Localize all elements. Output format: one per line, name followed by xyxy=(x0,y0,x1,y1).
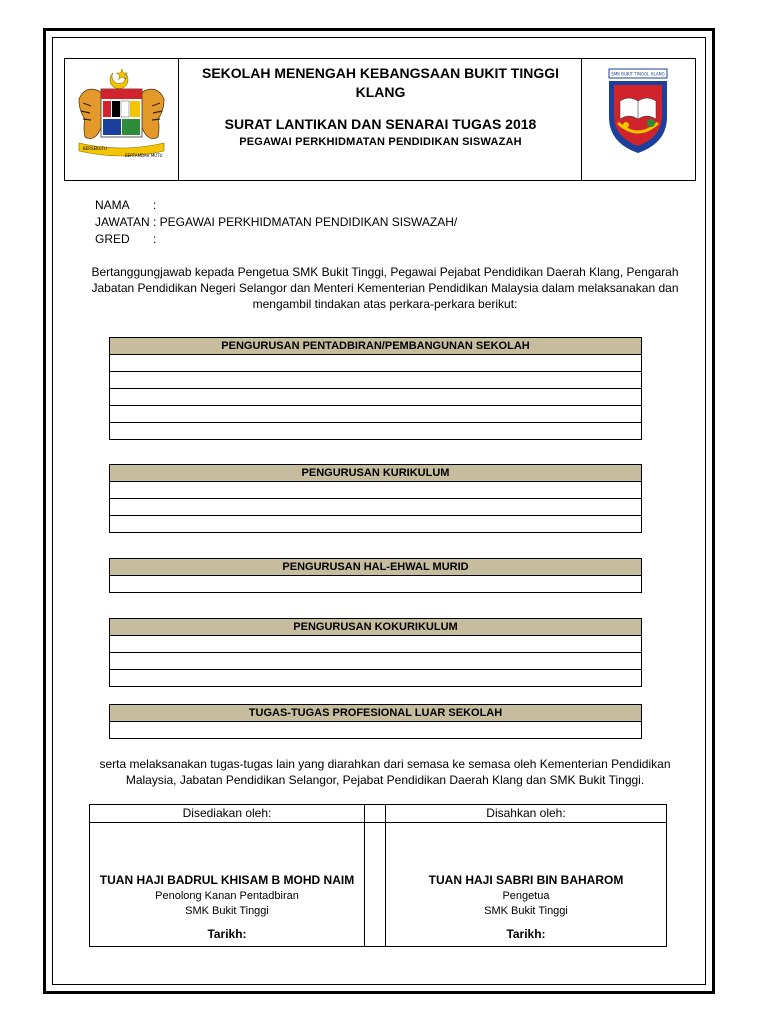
duty-row[interactable] xyxy=(110,516,641,532)
school-crest-icon xyxy=(582,59,695,180)
closing-paragraph xyxy=(72,756,698,788)
field-nama xyxy=(95,197,457,214)
duty-row[interactable] xyxy=(110,372,641,389)
school-crest-cell xyxy=(581,59,695,180)
section-tugas-profesional xyxy=(109,704,642,739)
approver-name: TUAN HAJI SABRI BIN BAHAROM xyxy=(428,873,624,887)
signature-gap-column xyxy=(365,805,386,946)
duty-row[interactable] xyxy=(110,670,641,686)
field-gred xyxy=(95,231,457,248)
duty-row[interactable] xyxy=(110,653,641,670)
section-title: TUGAS-TUGAS PROFESIONAL LUAR SEKOLAH xyxy=(110,705,641,722)
officer-details xyxy=(95,197,457,248)
malaysia-coat-of-arms-icon xyxy=(65,59,178,180)
section-title: PENGURUSAN KOKURIKULUM xyxy=(110,619,641,636)
gred-label: GRED xyxy=(95,232,130,246)
crest-banner-text: SMK BUKIT TINGGI, KLANG xyxy=(611,71,665,77)
section-hal-ehwal-murid xyxy=(109,558,642,593)
intro-line1: Bertanggungjawab kepada Pengetua SMK Bukit Tinggi, Pegawai Pejabat Pendidikan Daerah Klang, Pengarah xyxy=(91,265,679,279)
duty-row[interactable] xyxy=(110,423,641,439)
closing-line2: Malaysia, Jabatan Pendidikan Selangor, Pejabat Pendidikan Daerah Klang dan SMK Bukit Tinggi. xyxy=(125,773,645,787)
section-title: PENGURUSAN KURIKULUM xyxy=(110,465,641,482)
school-name-line2: KLANG xyxy=(355,84,406,100)
duty-row[interactable] xyxy=(110,499,641,516)
intro-line3: mengambil tindakan atas perkara-perkara berikut: xyxy=(252,297,518,311)
motto-left: BERSEKUTU xyxy=(83,146,107,151)
letter-subtitle: PEGAWAI PERKHIDMATAN PENDIDIKAN SISWAZAH xyxy=(239,136,522,148)
duty-row[interactable] xyxy=(110,389,641,406)
approver-date-label: Tarikh: xyxy=(506,927,546,941)
duty-row[interactable] xyxy=(110,636,641,653)
intro-line2: Jabatan Pendidikan Negeri Selangor dan Menteri Kementerian Pendidikan Malaysia dalam melaksanakan dan xyxy=(91,281,679,295)
gap-heading xyxy=(365,805,385,823)
signature-table xyxy=(89,804,667,947)
duty-row[interactable] xyxy=(110,576,641,592)
header-title-block xyxy=(179,59,582,180)
duty-row[interactable] xyxy=(110,406,641,423)
signature-approved-by xyxy=(386,805,666,946)
preparer-organization: SMK Bukit Tinggi xyxy=(185,905,269,917)
section-title: PENGURUSAN PENTADBIRAN/PEMBANGUNAN SEKOLAH xyxy=(110,338,641,355)
intro-paragraph xyxy=(72,264,698,312)
duty-row[interactable] xyxy=(110,482,641,499)
duty-row[interactable] xyxy=(110,722,641,738)
school-name-line1: SEKOLAH MENENGAH KEBANGSAAN BUKIT TINGGI xyxy=(201,65,559,81)
approver-organization: SMK Bukit Tinggi xyxy=(484,905,568,917)
preparer-date-label: Tarikh: xyxy=(207,927,247,941)
school-name xyxy=(179,64,582,102)
section-title: PENGURUSAN HAL-EHWAL MURID xyxy=(110,559,641,576)
approver-position: Pengetua xyxy=(502,890,550,902)
letter-title: SURAT LANTIKAN DAN SENARAI TUGAS 2018 xyxy=(224,116,537,132)
jawatan-value: : PEGAWAI PERKHIDMATAN PENDIDIKAN SISWAZAH/ xyxy=(153,215,458,229)
section-kurikulum xyxy=(109,464,642,533)
approved-by-heading: Disahkan oleh: xyxy=(386,805,666,823)
gred-value: : xyxy=(153,232,157,246)
duty-row[interactable] xyxy=(110,355,641,372)
section-kokurikulum xyxy=(109,618,642,687)
section-pentadbiran xyxy=(109,337,642,440)
field-jawatan xyxy=(95,214,457,231)
closing-line1: serta melaksanakan tugas-tugas lain yang diarahkan dari semasa ke semasa oleh Kementerian Pendidikan xyxy=(99,757,671,771)
prepared-by-heading: Disediakan oleh: xyxy=(90,805,364,823)
preparer-name: TUAN HAJI BADRUL KHISAM B MOHD NAIM xyxy=(99,873,355,887)
coat-of-arms-cell xyxy=(65,59,179,180)
letter-header xyxy=(64,58,696,181)
nama-value: : xyxy=(153,198,157,212)
nama-label: NAMA xyxy=(95,198,130,212)
preparer-position: Penolong Kanan Pentadbiran xyxy=(155,890,299,902)
motto-right: BERTAMBAH MUTU xyxy=(125,153,163,158)
signature-prepared-by xyxy=(90,805,365,946)
jawatan-label: JAWATAN xyxy=(95,215,150,229)
